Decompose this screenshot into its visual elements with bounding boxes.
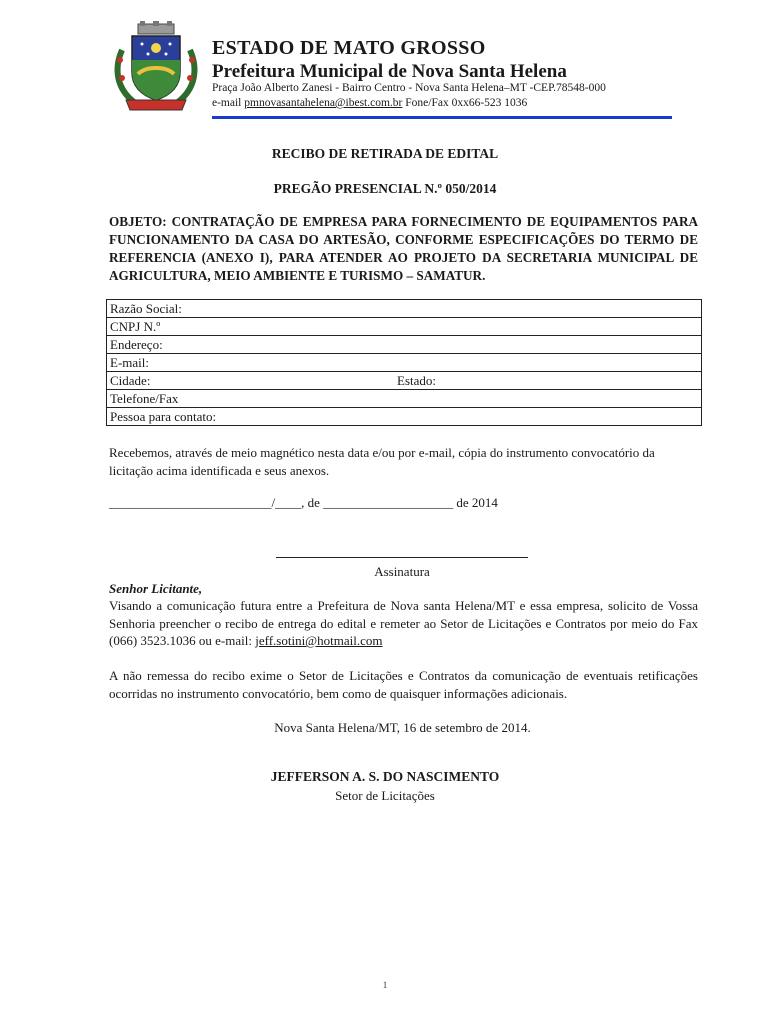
form-row-pessoa[interactable]: Pessoa para contato: (110, 409, 217, 424)
coat-of-arms-icon (108, 20, 204, 112)
licitante-text: Visando a comunicação futura entre a Prefeitura de Nova santa Helena/MT e essa empresa, solicito de Vossa Senhoria preencher o recibo de entrega do edital e remeter ao Setor de Licitações e Contratos por meio do Fax (066) 3523.1036 ou e-mail: (109, 598, 698, 648)
header-phone: Fone/Fax 0xx66-523 1036 (402, 97, 528, 109)
signer-sector: Setor de Licitações (335, 788, 435, 803)
signature-line (276, 557, 528, 558)
header-email-link[interactable]: pmnovasantahelena@ibest.com.br (244, 97, 403, 109)
document-subtitle: PREGÃO PRESENCIAL N.º 050/2014 (273, 181, 497, 196)
receipt-paragraph: Recebemos, através de meio magnético nesta data e/ou por e-mail, cópia do instrumento convocatório da licitação acima identificada e seus anexos. (109, 445, 655, 478)
licitante-email-link[interactable]: jeff.sotini@hotmail.com (255, 633, 383, 648)
header-rule (212, 116, 672, 119)
form-cidade-label: Cidade: (110, 373, 151, 388)
header-address: Praça João Alberto Zanesi - Bairro Centro - Nova Santa Helena–MT -CEP.78548-000 (212, 82, 606, 94)
form-row-cidade-estado[interactable] (107, 372, 701, 390)
signature-label: Assinatura (374, 564, 430, 579)
date-line: _________________________/____, de ____________________ de 2014 (109, 495, 498, 510)
form-row-telefone[interactable]: Telefone/Fax (107, 390, 701, 408)
header-contact (212, 97, 527, 109)
licitante-paragraph (109, 597, 698, 650)
city-date: Nova Santa Helena/MT, 16 de setembro de 2014. (274, 720, 531, 735)
company-form-table (106, 299, 702, 426)
form-row-email[interactable]: E-mail: (107, 354, 701, 372)
header-prefeitura: Prefeitura Municipal de Nova Santa Helena (212, 61, 567, 82)
header-email-label: e-mail (212, 97, 245, 109)
form-estado-label: Estado: (397, 373, 436, 388)
warning-paragraph: A não remessa do recibo exime o Setor de Licitações e Contratos da comunicação de eventuais retificações ocorridas no instrumento convocatório, bem como de quaisquer informações adicionais. (109, 668, 698, 701)
header-state: ESTADO DE MATO GROSSO (212, 37, 486, 59)
form-row-cnpj[interactable]: CNPJ N.º (107, 318, 701, 336)
objeto-paragraph: OBJETO: CONTRATAÇÃO DE EMPRESA PARA FORNECIMENTO DE EQUIPAMENTOS PARA FUNCIONAMENTO DA CASA DO ARTESÃO, CONFORME ESPECIFICAÇÕES DO TERMO DE REFERENCIA (ANEXO I), PARA ATENDER AO PROJETO DA SECRETARIA MUNICIPAL DE AGRICULTURA, MEIO AMBIENTE E TURISMO – SAMATUR. (109, 214, 698, 283)
licitante-title: Senhor Licitante, (109, 581, 203, 596)
form-row-endereco[interactable]: Endereço: (107, 336, 701, 354)
document-title: RECIBO DE RETIRADA DE EDITAL (271, 146, 499, 161)
signer-name: JEFFERSON A. S. DO NASCIMENTO (270, 769, 500, 784)
page-number: 1 (382, 980, 388, 990)
form-row-razao-social[interactable]: Razão Social: (107, 300, 701, 318)
